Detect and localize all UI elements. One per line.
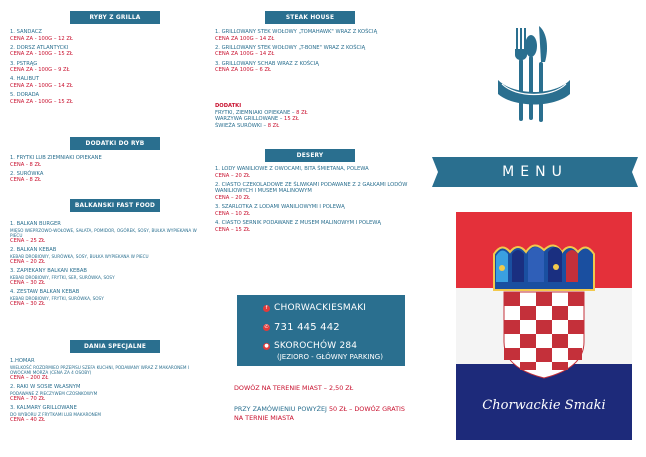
steak-list (215, 29, 415, 76)
menu-item-price: CENA – 10 ZŁ (215, 210, 250, 217)
free-delivery-amount: 50 ZŁ – (328, 405, 355, 413)
balkan-list (10, 221, 202, 310)
menu-item-name: 2. SURÓWKA (10, 170, 44, 177)
delivery-info: DOWÓZ NA TERENIE MIAST – 2,50 ZŁ (234, 384, 354, 392)
steak-extras (215, 99, 415, 129)
menu-item (10, 45, 200, 58)
menu-item (10, 76, 200, 89)
menu-item (10, 289, 202, 307)
fish-addons-list (10, 155, 200, 187)
menu-item-name: 4. CIASTO SERNIK PODAWANE Z MUSEM MALINOWYM I POLEWĄ (215, 219, 381, 226)
extra-item-price: 8 ZŁ (267, 122, 280, 129)
facebook-row[interactable] (263, 303, 366, 313)
special-list (10, 358, 202, 426)
menu-item-name: 1. LODY WANILIOWE Z OWOCAMI, BITA ŚMIETANA, POLEWA (215, 166, 369, 172)
extra-item (215, 123, 415, 130)
menu-item (10, 155, 200, 168)
menu-item-name: 2. RAKI W SOSIE WŁASNYM (10, 384, 81, 391)
menu-item-price: CENA – 30 ZŁ (10, 279, 45, 286)
menu-item-price: CENA ZA - 100G – 9 ZŁ (10, 67, 70, 74)
fish-list (10, 29, 200, 108)
free-delivery-text-a: PRZY ZAMÓWIENIU POWYŻEJ (234, 405, 329, 413)
menu-item-name: 3. SZARLOTKA Z LODAMI WANILIOWYMI I POLEWĄ (215, 204, 345, 211)
extras-list (215, 110, 415, 130)
menu-item (10, 384, 202, 402)
address-text: SKOROCHÓW 284 (274, 341, 358, 351)
menu-item (10, 268, 202, 286)
menu-item (215, 166, 415, 179)
free-delivery-info (234, 405, 414, 423)
phone-number: 731 445 442 (274, 322, 340, 333)
menu-item-price: CENA – 20 ZŁ (215, 172, 250, 179)
menu-item-name: 4. ZESTAW BALKAN KEBAB (10, 289, 80, 296)
extra-item (215, 116, 415, 123)
section-header-fish-addons: DODATKI DO RYB (70, 137, 160, 150)
extras-title: DODATKI (215, 103, 242, 109)
menu-item (215, 220, 415, 233)
section-header-fish: RYBY Z GRILLA (70, 11, 160, 24)
menu-item-name: 3. KALMARY GRILLOWANE (10, 405, 77, 412)
phone-icon: ✆ (264, 324, 269, 330)
free-delivery-text-d: NA TERNIE MIASTA (234, 414, 294, 422)
address-row[interactable] (263, 341, 357, 351)
menu-item-name: 2. GRILLOWANY STEK WOŁOWY „T-BONE" WRAZ Z KOŚCIĄ (215, 44, 366, 51)
menu-item-description: DO WYBORU Z FRYTKAMI LUB MAKARONEM (10, 411, 102, 417)
menu-item (215, 29, 415, 42)
menu-item-name: 3. PSTRĄG (10, 60, 38, 67)
menu-item-description: KEBAB DROBIOWY, FRYTKI, SURÓWKA, SOSY (10, 295, 104, 301)
menu-item-name: 1. GRILLOWANY STEK WOŁOWY „TOMAHAWK" WRAZ Z KOŚCIĄ (215, 29, 378, 35)
section-header-steak: STEAK HOUSE (265, 11, 355, 24)
extra-item-price: 8 ZŁ (296, 109, 308, 116)
menu-item-price: CENA ZA 100G – 6 ZŁ (215, 67, 271, 74)
menu-item-price: CENA – 15 ZŁ (215, 226, 250, 233)
menu-item-price: CENA ZA 100G – 14 ZŁ (215, 51, 275, 58)
menu-item-name: 1.HOMAR (10, 358, 35, 364)
menu-item-price: CENA ZA 100G – 14 ZŁ (215, 35, 275, 42)
menu-item-price: CENA – 70 ZŁ (10, 395, 45, 402)
menu-item-price: CENA ZA - 100G – 15 ZŁ (10, 98, 73, 105)
extra-item-name: WARZYWA GRILLOWANE – (215, 116, 285, 123)
menu-item-price: CENA – 20 ZŁ (215, 194, 250, 201)
extra-item (215, 110, 415, 117)
menu-item-name: 2. CIASTO CZEKOLADOWE ZE ŚLIWKAMI PODAWANE Z 2 GAŁKAMI LODÓW WANILIOWYCH I MUSEM MALINOWYM (215, 181, 408, 195)
address-note: (JEZIORO - GŁÓWNY PARKING) (277, 353, 383, 361)
menu-item (10, 405, 202, 423)
section-header-special: DANIA SPECJALNE (70, 340, 160, 353)
menu-item-description: KEBAB DROBIOWY, SURÓWKA, SOSY, BUŁKA WYPIEKANA W PIECU (10, 253, 149, 259)
menu-item (215, 45, 415, 58)
menu-item-name: 2. BALKAN KEBAB (10, 247, 57, 254)
menu-title-ribbon: MENU (442, 157, 628, 187)
menu-item-price: CENA – 20 ZŁ (10, 258, 45, 265)
menu-item-price: CENA ZA - 100G – 12 ZŁ (10, 35, 73, 42)
free-delivery-gratis: DOWÓZ GRATIS (354, 405, 405, 413)
menu-item-name: 2. DORSZ ATLANTYCKI (10, 44, 69, 51)
menu-item (10, 358, 202, 382)
menu-item (215, 61, 415, 74)
menu-item (10, 92, 200, 105)
ribbon-right-tail (626, 157, 638, 187)
menu-item (10, 61, 200, 74)
menu-item-description: WIELKOŚĆ ROZDRMIEO PRZEPISU SZEFA KUCHNI, PODAWANY WRAZ Z MAKARONEM I OWOCAMI MORZA (CENA ZA 4 OSOBY) (10, 364, 190, 375)
menu-item (10, 171, 200, 184)
menu-item-price: CENA – 30 ZŁ (10, 300, 45, 307)
menu-item-price: CENA - 8 ZŁ (10, 161, 41, 168)
extra-item-name: ŚWIEŻA SURÓWKI – (215, 122, 268, 129)
menu-item-price: CENA - 8 ZŁ (10, 177, 41, 184)
section-header-dessert: DESERY (265, 149, 355, 162)
extra-item-name: FRYTKI, ZIEMNIAKI OPIEKANE – (215, 109, 297, 116)
menu-item-price: CENA – 25 ZŁ (10, 238, 45, 244)
menu-item-price: CENA ZA - 100G – 15 ZŁ (10, 51, 73, 58)
facebook-icon: f (263, 305, 270, 312)
menu-item-name: 1. FRYTKI LUB ZIEMNIAKI OPIEKANE (10, 155, 102, 161)
menu-item-description: MIĘSO WIEPRZOWO-WOŁOWE, SAŁATA, POMIDOR, OGÓREK, SOSY, BUŁKA WYPIEKANA W PIECU (10, 227, 197, 238)
facebook-handle: CHORWACKIESMAKI (274, 303, 367, 313)
phone-row[interactable] (263, 322, 340, 333)
menu-item-name: 5. DORADA (10, 92, 40, 99)
menu-item-description: KEBAB DROBIOWY, FRYTKI, SER, SURÓWKA, SOSY (10, 274, 115, 280)
menu-item (215, 204, 415, 217)
brand-logo-text: Chorwackie Smaki (482, 398, 606, 413)
menu-item-name: 3. GRILLOWANY SCHAB WRAZ Z KOŚCIĄ (215, 60, 319, 67)
dessert-list (215, 166, 415, 236)
menu-item-name: 1. BALKAN BURGER (10, 221, 61, 227)
cutlery-logo-icon (494, 22, 574, 132)
menu-item (10, 247, 202, 265)
menu-item-price: CENA – 40 ZŁ (10, 416, 45, 423)
menu-item-name: 1. SANDACZ (10, 29, 42, 35)
menu-item-name: 4. HALIBUT (10, 76, 39, 83)
menu-item-description: PODAWANE Z PIECZYWEM CZOSNKOWYM (10, 390, 98, 396)
menu-item-price: CENA ZA - 100G – 14 ZŁ (10, 82, 73, 89)
extra-item-price: 15 ZŁ (284, 116, 299, 123)
menu-item (10, 29, 200, 42)
menu-item-name: 3. ZAPIEKANY BALKAN KEBAB (10, 268, 87, 275)
contact-banner (237, 295, 405, 366)
menu-item (215, 182, 415, 202)
menu-item-price: CENA – 200 ZŁ (10, 375, 49, 381)
menu-item (10, 221, 202, 245)
location-pin-icon: ● (264, 342, 269, 349)
ribbon-left-tail (432, 157, 444, 187)
section-header-balkan: BALKANSKI FAST FOOD (70, 199, 160, 212)
left-panel (0, 0, 205, 457)
